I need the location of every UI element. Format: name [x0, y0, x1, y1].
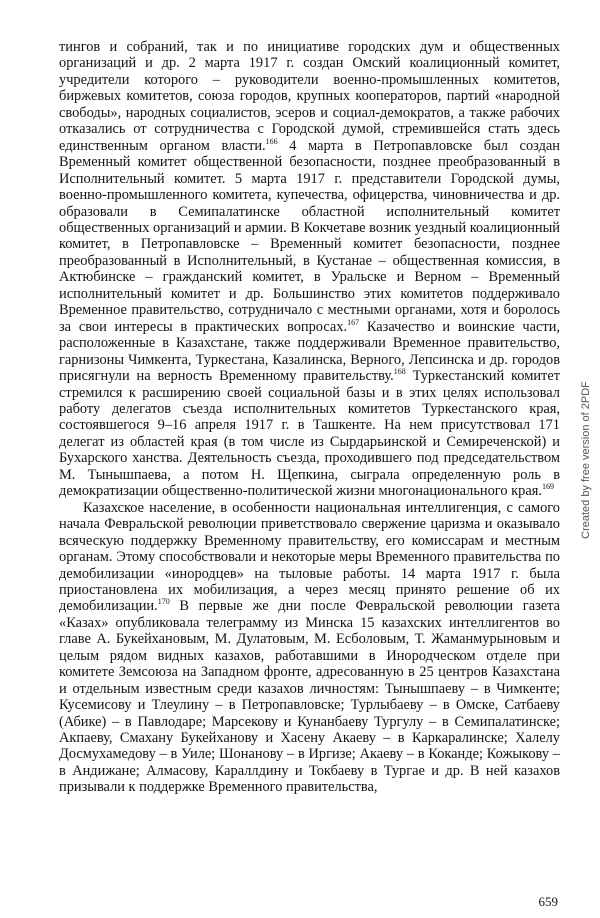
watermark-text: Created by free version of 2PDF	[580, 381, 592, 539]
page-text-block	[59, 39, 560, 879]
paragraph-kazakh-population: Казахское население, в особенности национальная интеллигенция, с самого начала Февральской революции приветствовало свержение царизма и оказывало всяческую поддержку Временному правительству, его комиссарам и местным органам. Этому способствовали и некоторые меры Временного правительства по демобилизации «инородцев» на тыловые работы. 14 марта 1917 г. была приостановлена их мобилизация, а через месяц принято решение об их демобилизации.$^{170}$ В первые же дни после Февральской революции газета «Казах» опубликовала телеграмму из Минска 15 казахских интеллигентов во главе А. Букейхановым, М. Дулатовым, М. Есболовым, Т. Жаманмурыновым и целым рядом видных казахов, работавшими в Инородческом отделе при комитете Земсоюза на Западном фронте, адресованную в 25 центров Казахстана и отдельным известным среди казахов личностям: Тынышпаеву – в Чимкенте; Кусемисову и Тлеулину – в Петропавловске; Турлыбаеву – в Омске, Сатбаеву (Абике) – в Павлодаре; Марсекову и Кунанбаеву Тургулу – в Семипалатинске; Акпаеву, Смахану Букейханову и Хасену Акаеву – в Каркаралинске; Халелу Досмухамедову – в Уиле; Шонанову – в Иргизе; Акаеву – в Коканде; Кожыкову – в Андижане; Алмасову, Караллдину и Токбаеву в Тургае и др. В ней казахов призывали к поддержке Временного правительства,	[59, 499, 560, 796]
footnote-ref: 166	[265, 136, 278, 146]
footnote-ref: 169	[541, 482, 554, 492]
footnote-ref: 170	[157, 597, 170, 607]
footnote-ref: 168	[393, 367, 406, 377]
paragraph-committees: тингов и собраний, так и по инициативе городских дум и общественных организаций и др. 2 марта 1917 г. создан Омский коалиционный комитет, учредители которого – руководители военно-промышленных комитетов, биржевых комитетов, союза городов, крупных кооператоров, партий «народной свободы», народных социалистов, эсеров и социал-демократов, а также рабочих отказались от сотрудничества с Городской думой, стремившейся стать здесь единственным органом власти.$^{166}$ 4 марта в Петропавловске был создан Временный комитет общественной безопасности, позднее преобразованный в Исполнительный комитет. 5 марта 1917 г. представители Городской думы, военно-промышленного комитета, купечества, офицерства, чиновничества и др. образовали в Семипалатинске областной исполнительный комитет общественных организаций и армии. В Кокчетаве возник уездный коалиционный комитет, в Петропавловске – Временный комитет безопасности, позднее преобразованный в Исполнительный, в Кустанае – общественная комиссия, в Актюбинске – гражданский комитет, в Уральске и Верном – Временный исполнительный комитет и др. Большинство этих комитетов поддерживало Временное правительство, сотрудничало с местными органами, хотя и боролось за свои интересы в практических вопросах.$^{167}$ Казачество и воинские части, расположенные в Казахстане, также поддерживали Временное правительство, гарнизоны Чимкента, Туркестана, Казалинска, Верного, Лепсинска и др. городов присягнули на верность Временному правительству.$^{168}$ Туркестанский комитет стремился к расширению своей социальной базы и в этих целях использовал работу делегатов съезда исполнительных комитетов Туркестанского края, состоявшегося 9–16 апреля 1917 г. в Ташкенте. На нем присутствовал 171 делегат из областей края (в том числе из Сырдарьинской и Семиреченской) и Бухарского ханства. Деятельность съезда, проходившего под председательством М. Тынышпаева, а потом Н. Щепкина, сыграла определенную роль в демократизации общественно-политической жизни многонационального края.$^{169}$	[59, 39, 561, 500]
footnote-ref: 167	[347, 317, 360, 327]
page-number: 659	[538, 894, 558, 909]
